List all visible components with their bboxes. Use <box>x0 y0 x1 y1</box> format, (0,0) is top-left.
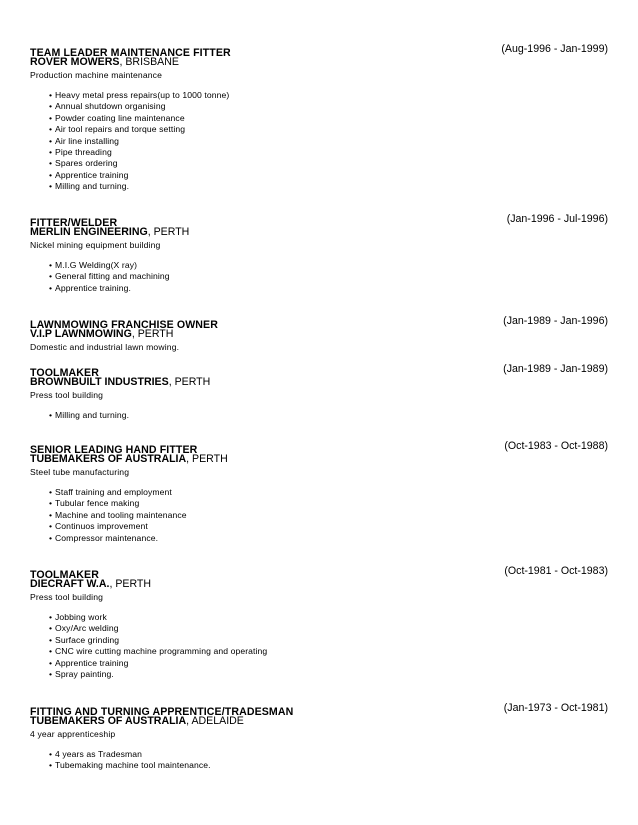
job-dates: (Oct-1981 - Oct-1983) <box>504 565 608 577</box>
job-dates: (Oct-1983 - Oct-1988) <box>504 440 608 452</box>
company-name: DIECRAFT W.A. <box>30 578 110 590</box>
duty-list <box>30 90 608 193</box>
company-location: , BRISBANE <box>119 56 179 68</box>
duty-item: • Tubular fence making <box>30 498 608 509</box>
company-name: BROWNBUILT INDUSTRIES <box>30 376 169 388</box>
duty-item: • Apprentice training. <box>30 283 608 294</box>
duty-list <box>30 487 608 544</box>
duty-item: • Surface grinding <box>30 635 608 646</box>
duty-list <box>30 749 608 772</box>
company-location: , PERTH <box>109 578 152 590</box>
duty-item: • 4 years as Tradesman <box>30 749 608 760</box>
company-location: , ADELAIDE <box>186 715 244 727</box>
job-description: Steel tube manufacturing <box>30 467 130 477</box>
company-name: TUBEMAKERS OF AUSTRALIA <box>30 453 187 465</box>
job-description: Production machine maintenance <box>30 70 163 80</box>
duty-item: • Milling and turning. <box>30 181 608 192</box>
job-dates: (Jan-1989 - Jan-1996) <box>503 315 608 327</box>
job-description: Press tool building <box>30 592 104 602</box>
job-entry <box>30 315 608 353</box>
job-title: LAWNMOWING FRANCHISE OWNER <box>30 319 218 331</box>
duty-item: • Oxy/Arc welding <box>30 623 608 634</box>
job-dates: (Jan-1996 - Jul-1996) <box>506 213 608 225</box>
duty-item: • Annual shutdown organising <box>30 101 608 112</box>
duty-item: • Powder coating line maintenance <box>30 113 608 124</box>
job-description: 4 year apprenticeship <box>30 729 116 739</box>
company-location: , PERTH <box>131 328 174 340</box>
job-dates: (Jan-1973 - Oct-1981) <box>503 702 608 714</box>
duty-item: • Compressor maintenance. <box>30 533 608 544</box>
duty-list <box>30 410 608 421</box>
duty-item: • Machine and tooling maintenance <box>30 510 608 521</box>
job-dates: (Jan-1989 - Jan-1989) <box>503 363 608 375</box>
job-title: TEAM LEADER MAINTENANCE FITTER <box>30 47 231 59</box>
duty-item: • Apprentice training <box>30 170 608 181</box>
job-entry <box>30 440 608 544</box>
company-line <box>30 376 608 389</box>
duty-item: • Air line installing <box>30 136 608 147</box>
company-name: ROVER MOWERS <box>30 56 120 68</box>
job-entry <box>30 43 608 193</box>
duty-item: • Apprentice training <box>30 658 608 669</box>
job-entry <box>30 213 608 294</box>
job-entry <box>30 565 608 680</box>
company-name: MERLIN ENGINEERING <box>30 226 148 238</box>
duty-item: • M.I.G Welding(X ray) <box>30 260 608 271</box>
job-description: Press tool building <box>30 390 104 400</box>
duty-item: • Pipe threading <box>30 147 608 158</box>
duty-item: • Continuos improvement <box>30 521 608 532</box>
job-title: FITTER/WELDER <box>30 217 118 229</box>
job-entry <box>30 363 608 421</box>
company-location: , PERTH <box>186 453 228 465</box>
duty-list <box>30 260 608 294</box>
job-title: TOOLMAKER <box>30 569 99 581</box>
duty-item: • Milling and turning. <box>30 410 608 421</box>
duty-list <box>30 612 608 680</box>
job-description: Domestic and industrial lawn mowing. <box>30 342 180 352</box>
job-title: FITTING AND TURNING APPRENTICE/TRADESMAN <box>30 706 294 718</box>
company-line <box>30 578 608 591</box>
job-description: Nickel mining equipment building <box>30 240 161 250</box>
duty-item: • Jobbing work <box>30 612 608 623</box>
duty-item: • Spray painting. <box>30 669 608 680</box>
duty-item: • Tubemaking machine tool maintenance. <box>30 760 608 771</box>
company-location: , PERTH <box>168 376 211 388</box>
company-name: TUBEMAKERS OF AUSTRALIA <box>30 715 187 727</box>
duty-item: • Staff training and employment <box>30 487 608 498</box>
duty-item: • Heavy metal press repairs(up to 1000 tonne) <box>30 90 608 101</box>
duty-item: • CNC wire cutting machine programming and operating <box>30 646 608 657</box>
duty-item: • Spares ordering <box>30 158 608 169</box>
company-name: V.I.P LAWNMOWING <box>30 328 132 340</box>
job-title: TOOLMAKER <box>30 367 99 379</box>
company-location: , PERTH <box>147 226 190 238</box>
job-entry <box>30 702 608 772</box>
job-dates: (Aug-1996 - Jan-1999) <box>501 43 608 55</box>
job-title: SENIOR LEADING HAND FITTER <box>30 444 198 456</box>
duty-item: • Air tool repairs and torque setting <box>30 124 608 135</box>
duty-item: • General fitting and machining <box>30 271 608 282</box>
